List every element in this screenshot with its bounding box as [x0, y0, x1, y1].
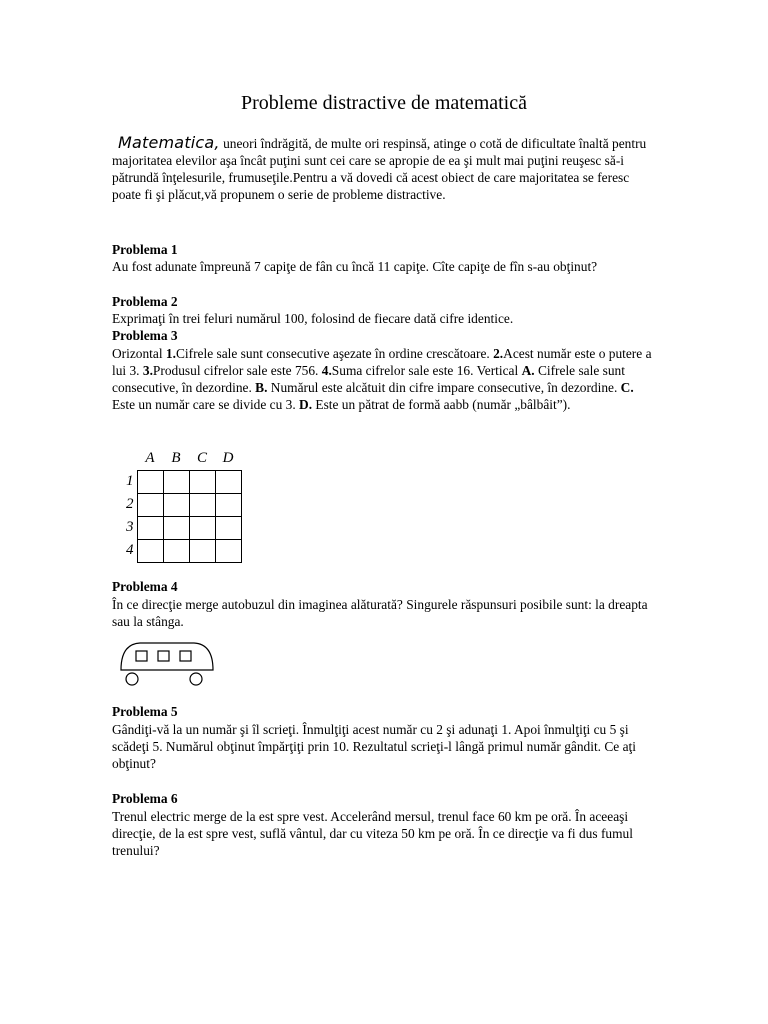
grid-cell — [163, 470, 189, 493]
h4-number: 4. — [321, 363, 332, 378]
grid-col-label: B — [171, 450, 181, 467]
bus-wheel — [126, 673, 138, 685]
problem-3-heading: Problema 3 — [112, 328, 178, 343]
problem-1-heading: Problema 1 — [112, 242, 178, 257]
grid-corner — [112, 448, 137, 470]
vC-clue: Este un număr care se divide cu 3. — [112, 397, 300, 412]
grid-cell — [189, 470, 215, 493]
problem-5-heading: Problema 5 — [112, 704, 178, 719]
intro-paragraph — [112, 134, 657, 203]
problem-4-heading: Problema 4 — [112, 579, 178, 594]
grid-cell — [189, 493, 215, 516]
grid-cell — [163, 516, 189, 539]
grid-cell — [189, 539, 215, 562]
problem-1-text: Au fost adunate împreună 7 capiţe de fân cu încă 11 capiţe. Cîte capiţe de fîn s-au obţinut? — [112, 259, 598, 274]
problem-6-heading: Problema 6 — [112, 791, 178, 806]
h4-clue: Suma cifrelor sale este 16. — [331, 363, 474, 378]
h1-clue: Cifrele sale sunt consecutive aşezate în ordine crescătoare. — [175, 346, 494, 361]
h3-number: 3. — [142, 363, 153, 378]
bus-wheel — [190, 673, 202, 685]
grid-cell — [215, 539, 241, 562]
grid-cell — [215, 470, 241, 493]
grid-cell — [137, 539, 163, 562]
grid-cell — [215, 493, 241, 516]
grid-row-label: 4 — [126, 542, 134, 558]
h3-clue: Produsul cifrelor sale este 756. — [152, 363, 322, 378]
grid-cell — [163, 539, 189, 562]
grid-cell — [215, 516, 241, 539]
vC-letter: C. — [620, 380, 634, 395]
vB-letter: B. — [255, 380, 268, 395]
problem-5-text: Gândiţi-vă la un număr şi îl scrieţi. Înmulţiţi acest număr cu 2 şi adunaţi 1. Apoi înmulţiţi cu 5 şi scădeţi 5. Numărul obţinut împărţiţi prin 10. Rezultatul scrieţi-l lângă primul număr gândit. Ce aţi obţinut? — [112, 722, 636, 771]
grid-col-label: A — [145, 450, 155, 467]
problem-4-text: În ce direcţie merge autobuzul din imaginea alăturată? Singurele răspunsuri posibile sunt: la dreapta sau la stânga. — [112, 597, 648, 629]
problem-3-text — [112, 345, 657, 413]
vA-clue: Cifrele sale sunt consecutive, în dezordine. — [112, 363, 625, 395]
problem-2-heading: Problema 2 — [112, 294, 178, 309]
intro-lead-word: Matematica, — [118, 133, 220, 152]
grid-cell — [189, 516, 215, 539]
intro-text: uneori îndrăgită, de multe ori respinsă, atinge o cotă de dificultate înaltă pentru majoritatea elevilor aşa încât puţini sunt cei care se apropie de ea şi mult mai puţini reuşesc să-i pătrundă înţelesurile, frumuseţile.Pentru a vă dovedi că acest obiect de care majoritatea se feresc poate fi şi plăcut,vă propunem o serie de probleme distractive. — [112, 136, 647, 202]
grid-col-label: C — [196, 450, 207, 467]
grid-cell — [163, 493, 189, 516]
bus-body — [121, 643, 213, 670]
crossword-grid — [112, 448, 242, 563]
grid-row-label: 3 — [126, 519, 134, 535]
grid-cell — [137, 470, 163, 493]
grid-cell — [137, 493, 163, 516]
vD-clue: Este un pătrat de formă aabb (număr „bâlbâit”). — [312, 397, 571, 412]
bus-window — [158, 651, 169, 661]
vD-letter: D. — [299, 397, 313, 412]
vB-clue: Numărul este alcătuit din cifre impare consecutive, în dezordine. — [267, 380, 621, 395]
bus-window — [136, 651, 147, 661]
vA-letter: A. — [521, 363, 535, 378]
horizontal-label: Orizontal — [112, 346, 166, 361]
h2-clue: Acest număr este o putere a lui 3. — [112, 346, 652, 378]
h1-number: 1. — [165, 346, 176, 361]
page-title: Probleme distractive de matematică — [241, 92, 527, 114]
problem-6-text: Trenul electric merge de la est spre vest. Accelerând mersul, trenul face 60 km pe oră. În aceeaşi direcţie, de la est spre vest, suflă vântul, dar cu viteza 50 km pe oră. În ce direcţie va fi dus fumul trenului? — [112, 809, 633, 858]
h2-number: 2. — [493, 346, 504, 361]
vertical-label: Vertical — [473, 363, 522, 378]
grid-row-label: 2 — [126, 496, 134, 512]
grid-cell — [137, 516, 163, 539]
grid-col-label: D — [222, 450, 234, 467]
bus-window — [180, 651, 191, 661]
grid-row-label: 1 — [126, 473, 134, 489]
bus-illustration — [118, 640, 218, 690]
problem-2-text: Exprimaţi în trei feluri numărul 100, folosind de fiecare dată cifre identice. — [112, 311, 514, 326]
